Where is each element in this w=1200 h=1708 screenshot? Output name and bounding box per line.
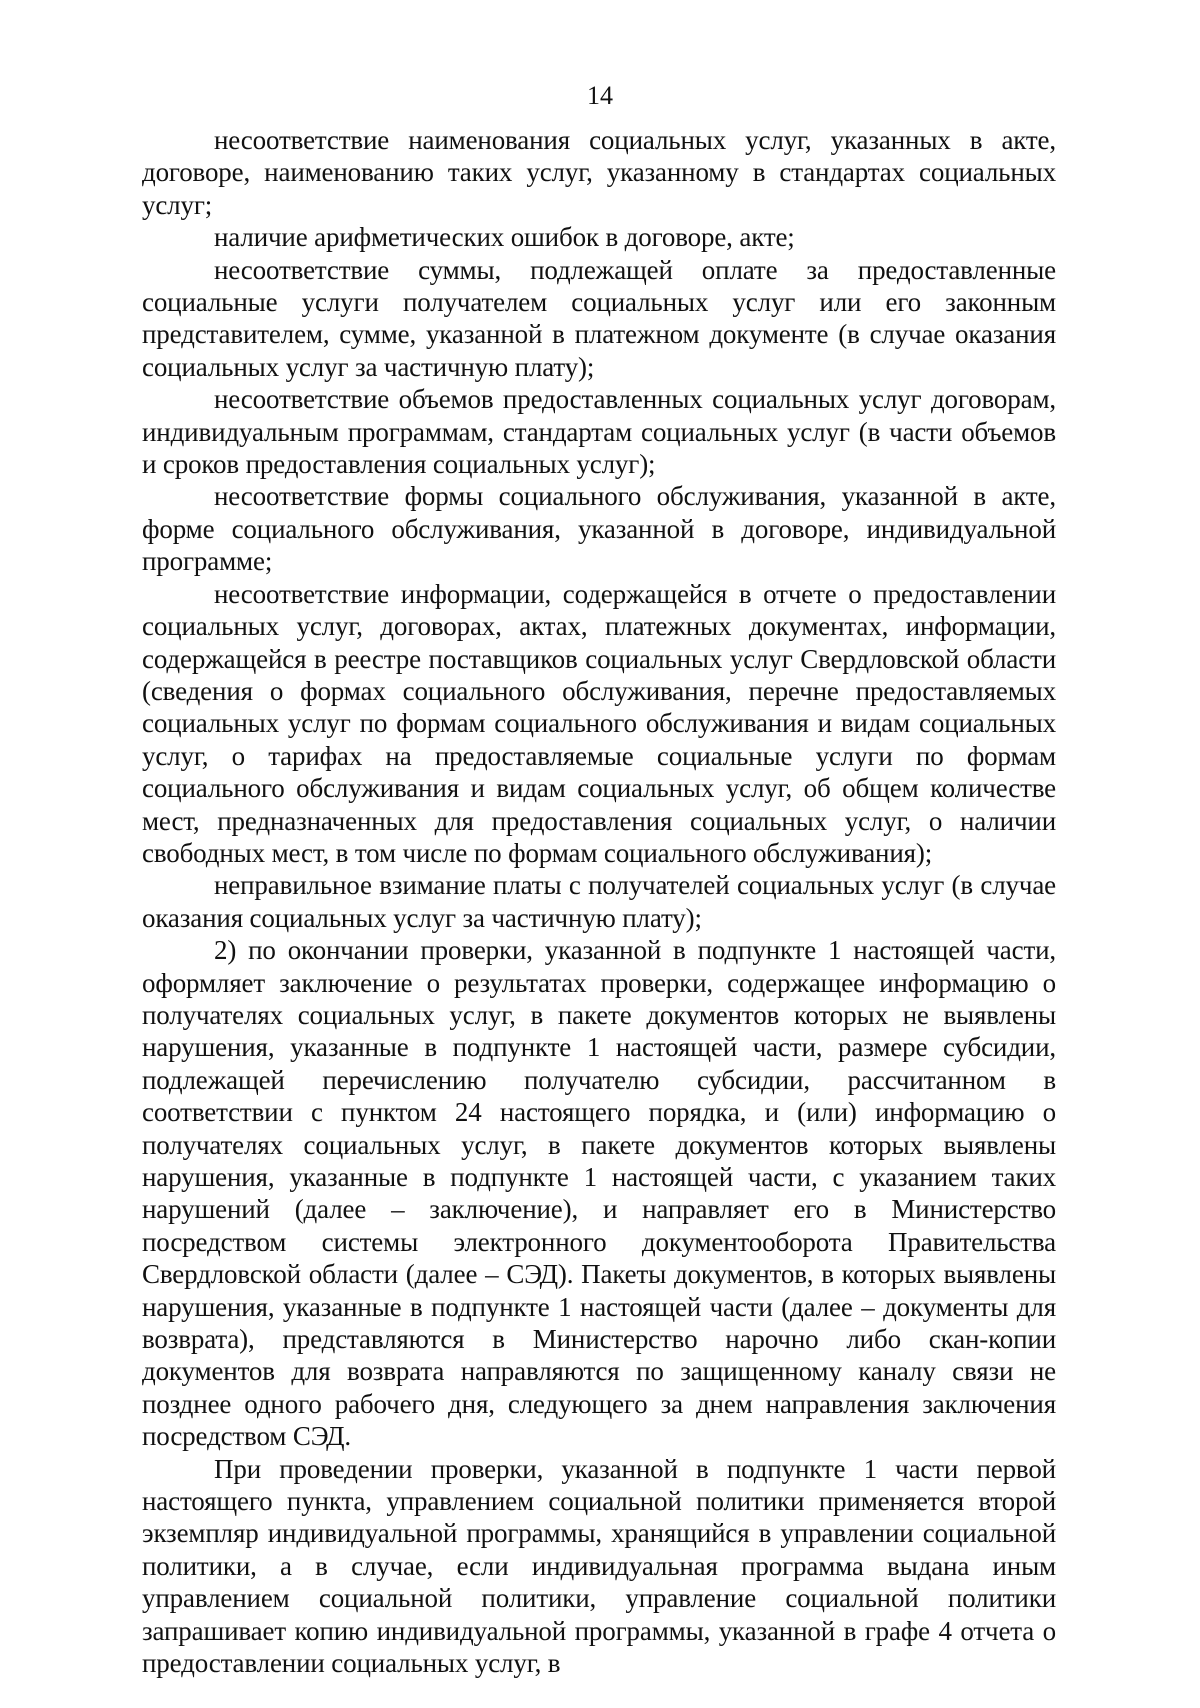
paragraph-service-name-mismatch: несоответствие наименования социальных услуг, указанных в акте, договоре, наименованию таких услуг, указанному в стандартах социальных услуг; (142, 125, 1056, 220)
page-number: 14 (587, 81, 613, 110)
paragraph-service-form-mismatch: несоответствие формы социального обслуживания, указанной в акте, форме социального обслуживания, указанной в договоре, индивидуальной программе; (142, 481, 1056, 577)
paragraph-conclusion-procedure: 2) по окончании проверки, указанной в подпункте 1 настоящей части, оформляет заключение о результатах проверки, содержащее информацию о получателях социальных услуг, в пакете документов которых не выявлены нарушения, указанные в подпункте 1 настоящей части, размере субсидии, подлежащей перечислению получателю субсидии, рассчитанном в соответствии с пунктом 24 настоящего порядка, и (или) информацию о получателях социальных услуг, в пакете документов которых выявлены нарушения, указанные в подпункте 1 настоящей части, с указанием таких нарушений (далее – заключение), и направляет его в Министерство посредством системы электронного документооборота Правительства Свердловской области (далее – СЭД). Пакеты документов, в которых выявлены нарушения, указанные в подпункте 1 настоящей части (далее – документы для возврата), представляются в Министерство нарочно либо скан-копии документов для возврата направляются по защищенному каналу связи не позднее одного рабочего дня, следующего за днем направления заключения посредством СЭД. (142, 935, 1056, 1452)
document-body (142, 124, 1056, 1680)
paragraph-payment-sum-mismatch: несоответствие суммы, подлежащей оплате за предоставленные социальные услуги получателем социальных услуг или его законным представителем, сумме, указанной в платежном документе (в случае оказания социальных услуг за частичную плату); (142, 254, 1056, 382)
paragraph-service-volume-mismatch: несоответствие объемов предоставленных социальных услуг договорам, индивидуальным программам, стандартам социальных услуг (в части объемов и сроков предоставления социальных услуг); (142, 384, 1056, 480)
paragraph-incorrect-fee: неправильное взимание платы с получателей социальных услуг (в случае оказания социальных услуг за частичную плату); (142, 870, 1056, 933)
paragraph-arithmetic-errors: наличие арифметических ошибок в договоре, акте; (214, 222, 795, 253)
paragraph-individual-program-check: При проведении проверки, указанной в подпункте 1 части первой настоящего пункта, управлением социальной политики применяется второй экземпляр индивидуальной программы, хранящийся в управлении социальной политики, а в случае, если индивидуальная программа выдана иным управлением социальной политики, управление социальной политики запрашивает копию индивидуальной программы, указанной в графе 4 отчета о предоставлении социальных услуг, в (142, 1453, 1056, 1679)
paragraph-registry-info-mismatch: несоответствие информации, содержащейся в отчете о предоставлении социальных услуг, договорах, актах, платежных документах, информации, содержащейся в реестре поставщиков социальных услуг Свердловской области (сведения о формах социального обслуживания, перечне предоставляемых социальных услуг по формам социального обслуживания и видам социальных услуг, о тарифах на предоставляемые социальные услуги по формам социального обслуживания и видам социальных услуг, об общем количестве мест, предназначенных для предоставления социальных услуг, о наличии свободных мест, в том числе по формам социального обслуживания); (142, 578, 1056, 868)
